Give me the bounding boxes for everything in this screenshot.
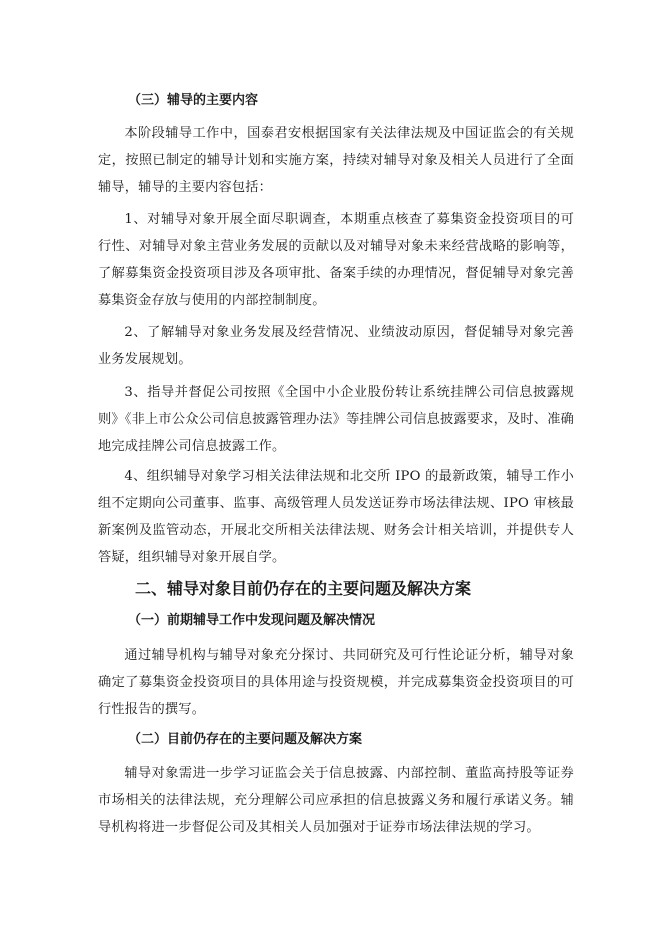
paragraph-current: 辅导对象需进一步学习证监会关于信息披露、内部控制、董监高持股等证券市场相关的法律法规，充分理解公司应承担的信息披露义务和履行承诺义务。辅导机构将进一步督促公司及其相关人员加强对于证券市场法律法规的学习。 <box>98 766 574 835</box>
paragraph-intro: 本阶段辅导工作中，国泰君安根据国家有关法律法规及中国证监会的有关规定，按照已制定的辅导计划和实施方案，持续对辅导对象及相关人员进行了全面辅导，辅导的主要内容包括： <box>98 126 574 195</box>
section-heading-content: （三）辅导的主要内容 <box>128 93 259 108</box>
paragraph-previous: 通过辅导机构与辅导对象充分探讨、共同研究及可行性论证分析，辅导对象确定了募集资金投资项目的具体用途与投资规模，并完成募集资金投资项目的可行性报告的撰写。 <box>98 648 574 717</box>
list-item-3: 3、指导并督促公司按照《全国中小企业股份转让系统挂牌公司信息披露规则》《非上市公众公司信息披露管理办法》等挂牌公司信息披露要求，及时、准确地完成挂牌公司信息披露工作。 <box>98 385 574 454</box>
list-item-1: 1、对辅导对象开展全面尽职调查，本期重点核查了募集资金投资项目的可行性、对辅导对象主营业务发展的贡献以及对辅导对象未来经营战略的影响等，了解募集资金投资项目涉及各项审批、备案手续的办理情况，督促辅导对象完善募集资金存放与使用的内部控制制度。 <box>98 212 574 308</box>
section-heading-problems: 二、辅导对象目前仍存在的主要问题及解决方案 <box>135 579 472 598</box>
subsection-heading-previous: （一）前期辅导工作中发现问题及解决情况 <box>128 613 376 628</box>
subsection-heading-current: （二）目前仍存在的主要问题及解决方案 <box>128 732 363 747</box>
list-item-2: 2、了解辅导对象业务发展及经营情况、业绩波动原因，督促辅导对象完善业务发展规划。 <box>98 325 574 367</box>
list-item-4: 4、组织辅导对象学习相关法律法规和北交所 IPO 的最新政策，辅导工作小组不定期向公司董事、监事、高级管理人员发送证券市场法律法规、IPO 审核最新案例及监管动态，开展北交所相关法律法规、财务会计相关培训，并提供专人答疑，组织辅导对象开展自学。 <box>98 469 574 565</box>
